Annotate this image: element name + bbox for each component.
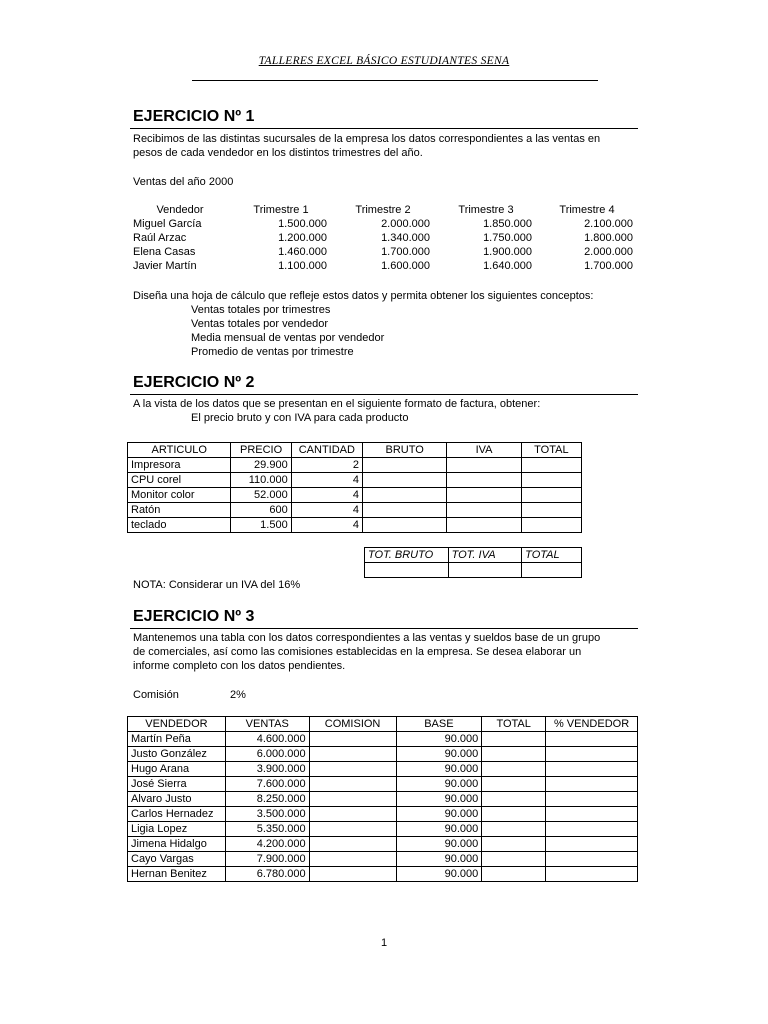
cell-empty <box>363 458 447 473</box>
sales-value: 2.100.000 <box>584 218 633 230</box>
cell-empty <box>546 852 638 867</box>
table-row <box>128 852 638 867</box>
table-header-row <box>128 717 638 732</box>
column-header: BASE <box>396 717 482 732</box>
sales-value: 1.100.000 <box>278 260 327 272</box>
cell-base: 90.000 <box>396 732 482 747</box>
column-header: TOT. IVA <box>448 548 522 563</box>
cell-base: 90.000 <box>396 747 482 762</box>
table-row <box>128 473 582 488</box>
column-header: Vendedor <box>156 204 204 216</box>
cell-empty <box>363 503 447 518</box>
cell-empty <box>309 822 396 837</box>
sales-value: 1.640.000 <box>483 260 532 272</box>
column-header: TOTAL <box>522 548 582 563</box>
table-row <box>128 792 638 807</box>
cell-ventas: 6.780.000 <box>225 867 309 882</box>
cell-vendedor: Alvaro Justo <box>128 792 226 807</box>
cell-empty <box>309 747 396 762</box>
table-row <box>128 822 638 837</box>
ej3-paragraph-line-1: Mantenemos una tabla con los datos correspondientes a las ventas y sueldos base de un grupo <box>133 632 601 644</box>
column-header: PRECIO <box>231 443 291 458</box>
ej3-commission-label: Comisión <box>133 689 179 701</box>
cell-vendedor: José Sierra <box>128 777 226 792</box>
ej2-title-rule <box>130 394 638 395</box>
column-header: VENDEDOR <box>128 717 226 732</box>
column-header: ARTICULO <box>128 443 231 458</box>
cell-empty <box>482 822 546 837</box>
ej3-paragraph-line-2: de comerciales, así como las comisiones establecidas en la empresa. Se desea elaborar un <box>133 646 582 658</box>
ej1-concept: Ventas totales por vendedor <box>191 318 328 330</box>
table-row <box>128 807 638 822</box>
column-header: Trimestre 4 <box>559 204 615 216</box>
cell-empty <box>447 503 521 518</box>
column-header: Trimestre 3 <box>458 204 514 216</box>
cell-cantidad: 4 <box>291 488 362 503</box>
cell-base: 90.000 <box>396 867 482 882</box>
cell-base: 90.000 <box>396 822 482 837</box>
cell-empty <box>521 488 581 503</box>
sales-value: 1.900.000 <box>483 246 532 258</box>
cell-empty <box>309 777 396 792</box>
column-header: TOTAL <box>482 717 546 732</box>
cell-empty <box>546 747 638 762</box>
cell-empty <box>365 563 449 578</box>
ej1-concept: Media mensual de ventas por vendedor <box>191 332 385 344</box>
cell-empty <box>309 762 396 777</box>
cell-empty <box>482 807 546 822</box>
ej1-year-label: Ventas del año 2000 <box>133 176 234 188</box>
cell-vendedor: Justo González <box>128 747 226 762</box>
cell-empty <box>546 837 638 852</box>
table-row <box>365 563 582 578</box>
table-row <box>128 458 582 473</box>
sales-value: 1.340.000 <box>381 232 430 244</box>
cell-empty <box>482 792 546 807</box>
cell-articulo: Monitor color <box>128 488 231 503</box>
cell-ventas: 7.600.000 <box>225 777 309 792</box>
cell-cantidad: 2 <box>291 458 362 473</box>
table-row <box>128 488 582 503</box>
cell-empty <box>309 837 396 852</box>
ej2-intro: A la vista de los datos que se presentan en el siguiente formato de factura, obtener: <box>133 398 541 410</box>
cell-empty <box>521 473 581 488</box>
cell-ventas: 3.500.000 <box>225 807 309 822</box>
cell-vendedor: Jimena Hidalgo <box>128 837 226 852</box>
cell-empty <box>482 852 546 867</box>
cell-precio: 600 <box>231 503 291 518</box>
table-row <box>128 762 638 777</box>
cell-empty <box>448 563 522 578</box>
ej2-totals-table <box>364 547 582 578</box>
sales-value: 2.000.000 <box>584 246 633 258</box>
sales-value: 1.460.000 <box>278 246 327 258</box>
page-number: 1 <box>380 937 388 949</box>
cell-articulo: Impresora <box>128 458 231 473</box>
cell-empty <box>309 807 396 822</box>
ej2-sub: El precio bruto y con IVA para cada producto <box>191 412 409 424</box>
cell-vendedor: Cayo Vargas <box>128 852 226 867</box>
ej3-commission-value: 2% <box>230 689 246 701</box>
cell-empty <box>482 777 546 792</box>
cell-empty <box>546 762 638 777</box>
table-header-row <box>365 548 582 563</box>
cell-vendedor: Hernan Benitez <box>128 867 226 882</box>
cell-empty <box>309 792 396 807</box>
sales-value: 1.600.000 <box>381 260 430 272</box>
cell-precio: 1.500 <box>231 518 291 533</box>
column-header: % VENDEDOR <box>546 717 638 732</box>
cell-empty <box>522 563 582 578</box>
cell-empty <box>447 488 521 503</box>
cell-empty <box>447 518 521 533</box>
cell-base: 90.000 <box>396 792 482 807</box>
cell-articulo: Ratón <box>128 503 231 518</box>
column-header: TOT. BRUTO <box>365 548 449 563</box>
cell-empty <box>447 458 521 473</box>
cell-empty <box>546 732 638 747</box>
cell-articulo: CPU corel <box>128 473 231 488</box>
ej1-paragraph-line-1: Recibimos de las distintas sucursales de la empresa los datos correspondientes a las ventas en <box>133 133 601 145</box>
cell-empty <box>521 518 581 533</box>
table-row <box>128 837 638 852</box>
sales-value: 1.700.000 <box>381 246 430 258</box>
vendor-name: Javier Martín <box>133 260 197 272</box>
cell-base: 90.000 <box>396 777 482 792</box>
column-header: VENTAS <box>225 717 309 732</box>
cell-empty <box>546 777 638 792</box>
cell-empty <box>482 732 546 747</box>
table-row <box>128 732 638 747</box>
cell-vendedor: Carlos Hernadez <box>128 807 226 822</box>
cell-base: 90.000 <box>396 852 482 867</box>
cell-empty <box>363 518 447 533</box>
cell-empty <box>482 837 546 852</box>
column-header: BRUTO <box>363 443 447 458</box>
cell-ventas: 7.900.000 <box>225 852 309 867</box>
ej1-title: EJERCICIO Nº 1 <box>133 108 255 125</box>
table-row <box>128 777 638 792</box>
ej3-title: EJERCICIO Nº 3 <box>133 608 255 625</box>
ej1-paragraph-line-2: pesos de cada vendedor en los distintos trimestres del año. <box>133 147 423 159</box>
sales-value: 1.700.000 <box>584 260 633 272</box>
table-row <box>128 867 638 882</box>
cell-precio: 52.000 <box>231 488 291 503</box>
cell-precio: 110.000 <box>231 473 291 488</box>
cell-empty <box>521 503 581 518</box>
column-header: CANTIDAD <box>291 443 362 458</box>
cell-ventas: 4.600.000 <box>225 732 309 747</box>
cell-empty <box>309 732 396 747</box>
ej1-design-text: Diseña una hoja de cálculo que refleje estos datos y permita obtener los siguientes conceptos: <box>133 290 594 302</box>
sales-value: 1.800.000 <box>584 232 633 244</box>
header-rule <box>192 80 598 81</box>
table-row <box>128 503 582 518</box>
vendor-name: Elena Casas <box>133 246 196 258</box>
column-header: COMISION <box>309 717 396 732</box>
cell-empty <box>363 473 447 488</box>
cell-cantidad: 4 <box>291 473 362 488</box>
cell-ventas: 5.350.000 <box>225 822 309 837</box>
sales-value: 1.750.000 <box>483 232 532 244</box>
column-header: IVA <box>447 443 521 458</box>
table-header-row <box>128 443 582 458</box>
cell-ventas: 6.000.000 <box>225 747 309 762</box>
cell-ventas: 8.250.000 <box>225 792 309 807</box>
vendor-name: Raúl Arzac <box>133 232 187 244</box>
ej2-note: NOTA: Considerar un IVA del 16% <box>133 579 301 591</box>
cell-empty <box>482 867 546 882</box>
ej3-title-rule <box>130 628 638 629</box>
cell-ventas: 4.200.000 <box>225 837 309 852</box>
cell-vendedor: Ligia Lopez <box>128 822 226 837</box>
cell-empty <box>447 473 521 488</box>
ej2-invoice-table <box>127 442 582 533</box>
column-header: Trimestre 1 <box>253 204 309 216</box>
cell-empty <box>482 747 546 762</box>
sales-value: 1.850.000 <box>483 218 532 230</box>
ej1-title-rule <box>130 128 638 129</box>
column-header: TOTAL <box>521 443 581 458</box>
sales-value: 1.200.000 <box>278 232 327 244</box>
cell-base: 90.000 <box>396 807 482 822</box>
cell-vendedor: Martín Peña <box>128 732 226 747</box>
cell-cantidad: 4 <box>291 518 362 533</box>
table-row <box>128 747 638 762</box>
ej3-paragraph-line-3: informe completo con los datos pendientes. <box>133 660 346 672</box>
ej3-commission-table <box>127 716 638 882</box>
cell-precio: 29.900 <box>231 458 291 473</box>
cell-base: 90.000 <box>396 837 482 852</box>
cell-empty <box>546 792 638 807</box>
vendor-name: Miguel García <box>133 218 202 230</box>
cell-empty <box>521 458 581 473</box>
sales-value: 1.500.000 <box>278 218 327 230</box>
column-header: Trimestre 2 <box>355 204 411 216</box>
ej2-title: EJERCICIO Nº 2 <box>133 374 255 391</box>
cell-cantidad: 4 <box>291 503 362 518</box>
cell-empty <box>309 852 396 867</box>
cell-base: 90.000 <box>396 762 482 777</box>
cell-empty <box>546 822 638 837</box>
table-row <box>128 518 582 533</box>
cell-vendedor: Hugo Arana <box>128 762 226 777</box>
cell-empty <box>546 867 638 882</box>
cell-empty <box>546 807 638 822</box>
cell-ventas: 3.900.000 <box>225 762 309 777</box>
cell-articulo: teclado <box>128 518 231 533</box>
cell-empty <box>363 488 447 503</box>
ej1-concept: Ventas totales por trimestres <box>191 304 331 316</box>
cell-empty <box>482 762 546 777</box>
sales-value: 2.000.000 <box>381 218 430 230</box>
cell-empty <box>309 867 396 882</box>
document-header: TALLERES EXCEL BÁSICO ESTUDIANTES SENA <box>258 55 510 67</box>
ej1-concept: Promedio de ventas por trimestre <box>191 346 354 358</box>
